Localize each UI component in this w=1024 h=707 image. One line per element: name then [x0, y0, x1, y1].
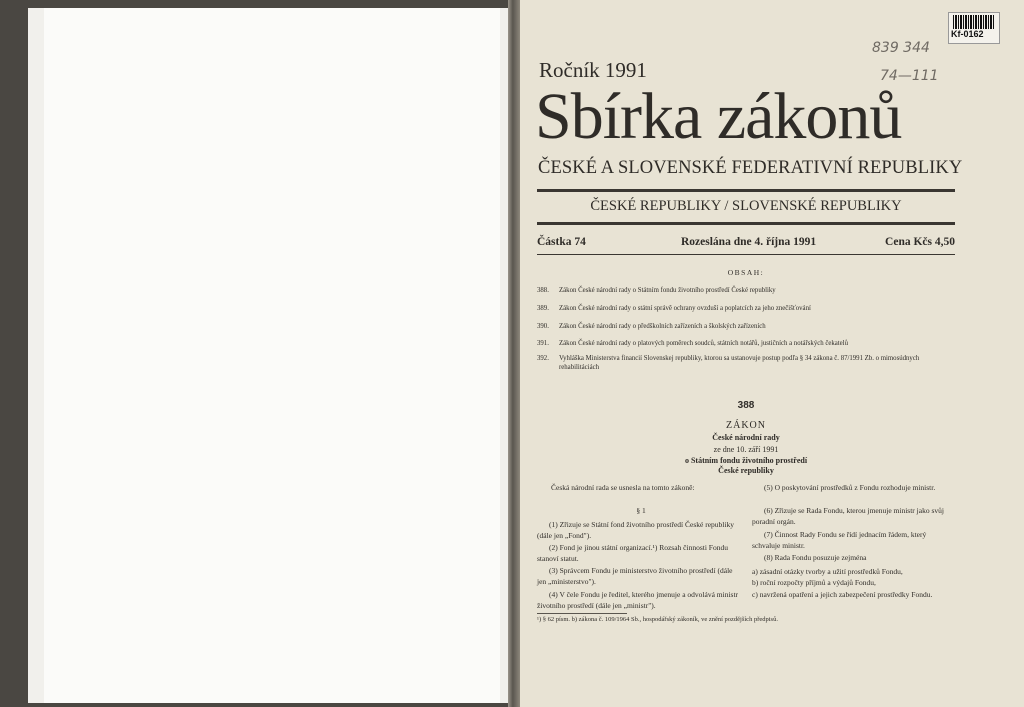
law-type: ZÁKON — [726, 420, 766, 431]
footnote: ¹) § 62 písm. b) zákona č. 109/1964 Sb., hospodářský zákoník, ve znění pozdějších předpisů. — [537, 616, 778, 623]
contents-item-text: Zákon České národní rady o předškolních zařízeních a školských zařízeních — [559, 323, 766, 330]
barcode-label: Kf-0162 — [951, 29, 984, 39]
issue-price: Cena Kčs 4,50 — [885, 236, 955, 248]
contents-item-number: 388. — [537, 287, 549, 294]
rule-bottom — [537, 254, 955, 255]
handwritten-note-2: 74—111 — [880, 68, 939, 84]
contents-item-number: 389. — [537, 305, 549, 312]
law-list-item: c) navržená opatření a jejich zabezpečení prostředky Fondu. — [752, 590, 933, 599]
contents-item-text: Zákon České národní rady o Státním fondu životního prostředí České republiky — [559, 287, 776, 294]
contents-item-text: Zákon České národní rady o platových poměrech soudců, státních notářů, justičních a notářských čekatelů — [559, 340, 848, 347]
barcode-bars — [953, 15, 995, 29]
republics-line: ČESKÉ REPUBLIKY / SLOVENSKÉ REPUBLIKY — [590, 198, 902, 214]
law-number: 388 — [737, 400, 755, 411]
rule-middle — [537, 222, 955, 225]
contents-item-number: 390. — [537, 323, 549, 330]
law-paragraph: (4) V čele Fondu je ředitel, kterého jmenuje a odvolává ministr životního prostředí (dále jen „ministr"). — [537, 590, 739, 610]
library-barcode — [948, 12, 1000, 44]
law-subject-2: České republiky — [718, 466, 774, 475]
handwritten-note-1: 839 344 — [872, 40, 930, 56]
contents-heading: OBSAH: — [727, 268, 765, 277]
rule-top — [537, 189, 955, 192]
law-issuer: České národní rady — [712, 433, 780, 442]
law-section-heading: § 1 — [636, 506, 646, 515]
law-date: ze dne 10. září 1991 — [713, 445, 779, 454]
footnote-rule — [537, 613, 627, 614]
contents-item-number: 391. — [537, 340, 549, 347]
law-subject: o Státním fondu životního prostředí — [684, 456, 808, 465]
law-paragraph: (1) Zřizuje se Státní fond životního prostředí České republiky (dále jen „Fond"). — [537, 520, 734, 540]
law-paragraph: (6) Zřizuje se Rada Fondu, kterou jmenuje ministr jako svůj poradní orgán. — [752, 506, 944, 526]
issue-date: Rozeslána dne 4. října 1991 — [681, 236, 817, 248]
volume-year: Ročník 1991 — [539, 58, 647, 82]
law-list-item: b) roční rozpočty příjmů a výdajů Fondu, — [752, 578, 876, 587]
law-paragraph: (5) O poskytování prostředků z Fondu rozhoduje ministr. — [764, 483, 936, 492]
law-list-item: a) zásadní otázky tvorby a užití prostředků Fondu, — [752, 567, 903, 576]
page-subtitle: ČESKÉ A SLOVENSKÉ FEDERATIVNÍ REPUBLIKY — [538, 158, 963, 178]
page-title: Sbírka zákonů — [535, 80, 902, 153]
issue-part: Částka 74 — [537, 236, 586, 248]
book-gutter — [508, 0, 520, 707]
contents-item-text: Zákon České národní rady o státní správě ochrany ovzduší a poplatcích za jeho znečišťování — [559, 305, 811, 312]
law-paragraph: (2) Fond je jinou státní organizací.¹) Rozsah činnosti Fondu stanoví statut. — [537, 543, 728, 563]
law-paragraph: (3) Správcem Fondu je ministerstvo životního prostředí (dále jen „ministerstvo"). — [537, 566, 733, 586]
law-intro: Česká národní rada se usnesla na tomto zákoně: — [551, 483, 695, 492]
contents-item-number: 392. — [537, 355, 549, 362]
left-page-sheet — [44, 8, 500, 703]
law-paragraph: (8) Rada Fondu posuzuje zejména — [764, 553, 867, 562]
contents-item-text: Vyhláška Ministerstva financií Slovenskej republiky, ktorou sa ustanovuje postup podľa § 34 zákona č. 87/1991 Zb. o mimosúdnych rehabilitáciách — [559, 355, 920, 371]
law-paragraph: (7) Činnost Rady Fondu se řídí jednacím řádem, který schvaluje ministr. — [752, 530, 927, 550]
